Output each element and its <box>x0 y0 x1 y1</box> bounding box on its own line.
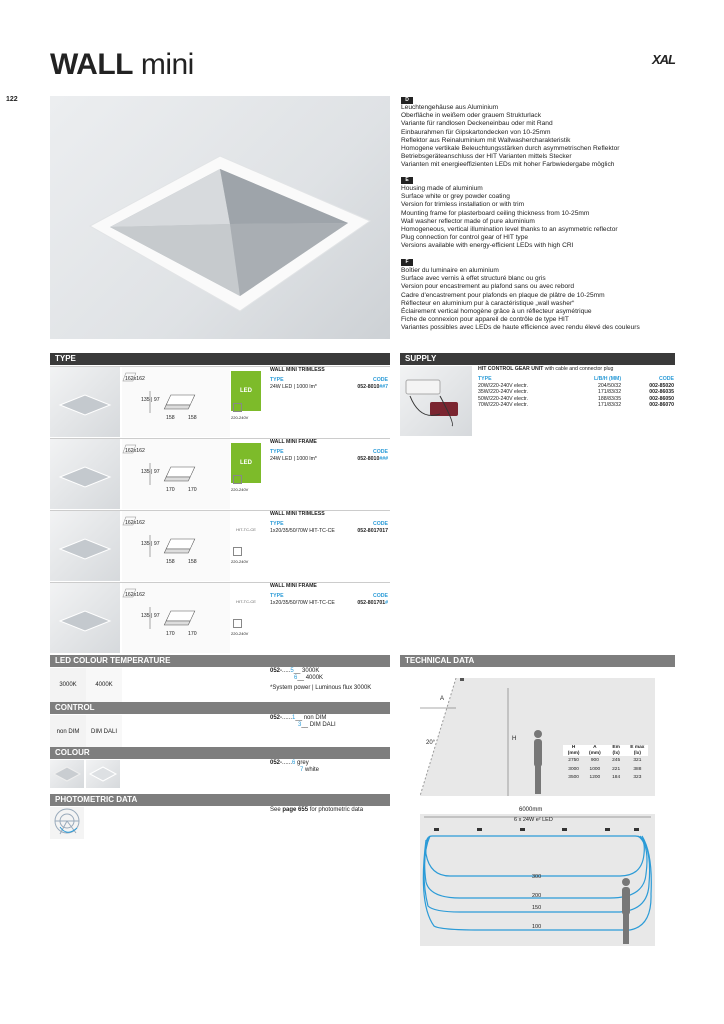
photometric-page-link[interactable]: page 655 <box>282 807 309 813</box>
colour-swatch-white[interactable] <box>86 760 120 788</box>
isolux-100: 100 <box>532 924 542 930</box>
type-header: TYPE <box>270 377 284 383</box>
table-cell: 323 <box>633 775 642 781</box>
supply-code[interactable]: 002-86050 <box>649 395 674 402</box>
product-code[interactable]: 052-801701# <box>357 600 388 606</box>
supply-dimensions: 188/83/35 <box>598 395 622 402</box>
description-line: Version for trimless installation or with trim <box>401 201 525 209</box>
supply-code[interactable]: 002-85020 <box>649 383 674 389</box>
table-cell: 184 <box>612 775 621 781</box>
dimension-depth: 135 | 97 <box>141 613 160 619</box>
driver-icon <box>233 403 242 412</box>
table-cell: 3500 <box>568 775 579 781</box>
description-line: Fiche de connexion pour appareil de contrôle de type HIT <box>401 316 569 324</box>
supply-dimensions: 171/83/32 <box>598 402 622 409</box>
product-code[interactable]: 052-8017017 <box>357 528 388 534</box>
control-codes: 052-......1__ non DIM 3__ DIM DALI <box>270 715 336 728</box>
section-control-header: CONTROL <box>50 702 390 714</box>
supply-code[interactable]: 002-86070 <box>649 402 674 409</box>
type-header: TYPE <box>270 449 284 455</box>
product-row[interactable] <box>50 366 390 438</box>
description-line: Varianten mit energieeffizienten LEDs mit hoher Farbwiedergabe möglich <box>401 161 615 169</box>
polar-diagram-icon[interactable] <box>50 807 84 839</box>
table-cell: 388 <box>633 766 642 772</box>
code-header: CODE <box>373 449 388 455</box>
table-cell: 321 <box>633 758 642 764</box>
product-name: WALL MINI FRAME <box>270 583 317 589</box>
control-gear-photo <box>400 366 472 436</box>
supply-type: 35W/220-240V electr. <box>478 389 528 396</box>
dimension-width-1: 158 <box>166 415 175 421</box>
code-header: CODE <box>373 521 388 527</box>
description-line: Variantes possibles avec LEDs de haute efficience avec rendu élevé des couleurs <box>401 324 640 332</box>
driver-icon <box>233 619 242 628</box>
voltage-label: 220-240V <box>231 415 249 420</box>
section-led-colour-header: LED COLOUR TEMPERATURE <box>50 655 390 667</box>
description-line: Boîtier du luminaire en aluminium <box>401 267 499 274</box>
description-line: Variante für randlosen Deckeneinbau oder mit Rand <box>401 120 553 128</box>
lamp-badge: LED <box>231 371 261 411</box>
dimension-width-2: 158 <box>188 559 197 565</box>
product-type: 1x20/35/50/70W HIT-TC-CE <box>270 600 335 606</box>
dimension-width-2: 170 <box>188 487 197 493</box>
photometric-reference: See page 655 for photometric data <box>270 807 364 813</box>
page-title: WALL mini <box>50 48 194 81</box>
product-size: 162x162 <box>125 520 145 526</box>
product-size: 162x162 <box>125 376 145 382</box>
table-cell: 3000 <box>568 766 579 772</box>
description-en <box>401 185 701 251</box>
table-cell: 900 <box>590 758 599 764</box>
table-cell: 1200 <box>589 775 601 781</box>
product-size: 162x162 <box>125 592 145 598</box>
supply-dimensions: 204/50/32 <box>598 383 622 389</box>
supply-type-header: TYPE <box>478 376 492 382</box>
description-line: Einbaurahmen für Gipskartondecken von 10-25mm <box>401 128 551 136</box>
supply-code-header: CODE <box>659 376 674 382</box>
product-thumbnail <box>50 583 120 653</box>
product-code[interactable]: 052-8010##7 <box>357 384 388 390</box>
page-number: 122 <box>6 96 18 103</box>
room-width-label: 6000mm <box>519 807 543 813</box>
product-name: WALL MINI TRIMLESS <box>270 367 325 373</box>
dimension-width-1: 170 <box>166 487 175 493</box>
supply-type: 50W/220-240V electr. <box>478 395 528 402</box>
product-thumbnail <box>50 511 120 581</box>
table-cell: 2750 <box>568 758 579 764</box>
section-photometric-header: PHOTOMETRIC DATA <box>50 794 390 806</box>
supply-type: 70W/220-240V electr. <box>478 402 528 409</box>
isolux-300: 300 <box>532 874 542 880</box>
lang-tag-en: E <box>401 177 413 184</box>
description-line: Homogeneous, vertical illumination level thanks to an asymmetric reflector <box>401 226 618 234</box>
brand-logo: XAL <box>652 52 675 67</box>
label-a: A <box>440 696 445 702</box>
section-supply-header: SUPPLY <box>400 353 675 365</box>
led-config-label: 6 x 24W e² LED <box>514 817 553 823</box>
description-line: Housing made of aluminium <box>401 185 483 192</box>
product-type: 24W LED | 1000 lm* <box>270 456 317 462</box>
table-header: H (mm) <box>567 745 580 756</box>
colour-swatch-grey[interactable] <box>50 760 84 788</box>
type-header: TYPE <box>270 521 284 527</box>
code-header: CODE <box>373 377 388 383</box>
description-line: Plug connection for control gear of HIT type <box>401 234 529 242</box>
table-header: A (mm) <box>589 745 601 756</box>
product-photo <box>50 96 390 339</box>
lamp-badge: LED <box>231 443 261 483</box>
table-cell: 245 <box>612 758 621 764</box>
driver-icon <box>233 547 242 556</box>
description-line: Mounting frame for plasterboard ceiling thickness from 10-25mm <box>401 209 590 217</box>
description-line: Reflektor aus Reinaluminium mit Wallwashercharakteristik <box>401 136 571 144</box>
supply-title: HIT CONTROL GEAR UNIT with cable and connector plug <box>478 366 614 372</box>
lang-tag-de: D <box>401 97 413 104</box>
description-line: Versions available with energy-efficient LEDs with high CRI <box>401 242 574 250</box>
option-dim-dali[interactable]: DIM DALI <box>86 715 122 749</box>
supply-lbh-header: L/B/H (MM) <box>594 376 622 382</box>
led-colour-codes: 052-.....5__ 3000K 6__ 4000K *System power | Luminous flux 3000K <box>270 668 372 691</box>
table-header: E max (lx) <box>630 745 645 756</box>
isolux-200: 200 <box>532 893 542 899</box>
description-line: Homogene vertikale Beleuchtungsstärken durch asymmetrischen Reflektor <box>401 145 620 153</box>
section-colour-header: COLOUR <box>50 747 390 759</box>
description-fr <box>401 267 701 333</box>
option-4000k[interactable]: 4000K <box>86 668 122 702</box>
label-h: H <box>512 736 517 742</box>
table-cell: 1000 <box>589 766 601 772</box>
description-line: Betriebsgeräteanschluss der HIT Varianten mittels Stecker <box>401 153 572 161</box>
voltage-label: 220-240V <box>231 487 249 492</box>
product-name: WALL MINI FRAME <box>270 439 317 445</box>
voltage-label: 220-240V <box>231 631 249 636</box>
dimension-width-2: 170 <box>188 631 197 637</box>
driver-icon <box>233 475 242 484</box>
section-technical-header: TECHNICAL DATA <box>400 655 675 667</box>
supply-dimensions: 171/83/32 <box>598 389 622 396</box>
colour-codes: 052-......6 grey 7 white <box>270 760 320 773</box>
table-header: Em (lx) <box>612 745 620 756</box>
description-line: Surface avec vernis à effet structuré blanc ou gris <box>401 275 546 283</box>
description-line: Wall washer reflector made of pure aluminium <box>401 217 535 225</box>
product-row[interactable] <box>50 510 390 582</box>
technical-table <box>563 745 648 782</box>
type-header: TYPE <box>270 593 284 599</box>
option-3000k[interactable]: 3000K <box>50 668 86 702</box>
description-line: Surface white or grey powder coating <box>401 193 510 201</box>
product-thumbnail <box>50 439 120 509</box>
label-angle: 20° <box>426 740 436 746</box>
supply-code[interactable]: 002-86035 <box>649 389 674 396</box>
dimension-width-2: 158 <box>188 415 197 421</box>
voltage-label: 220-240V <box>231 559 249 564</box>
product-type: 24W LED | 1000 lm* <box>270 384 317 390</box>
description-line: Cadre d'encastrement pour plafonds en plaque de plâtre de 10-25mm <box>401 291 605 299</box>
dimension-width-1: 158 <box>166 559 175 565</box>
code-header: CODE <box>373 593 388 599</box>
dimension-width-1: 170 <box>166 631 175 637</box>
description-de <box>401 104 701 170</box>
supply-type: 20W/220-240V electr. <box>478 383 528 389</box>
product-row[interactable] <box>50 438 390 510</box>
product-thumbnail <box>50 367 120 437</box>
product-size: 162x162 <box>125 448 145 454</box>
product-row[interactable] <box>50 582 390 654</box>
product-name: WALL MINI TRIMLESS <box>270 511 325 517</box>
description-line: Version pour encastrement au plafond sans ou avec rebord <box>401 283 575 291</box>
dimension-depth: 135 | 97 <box>141 469 160 475</box>
isolux-150: 150 <box>532 905 542 911</box>
table-cell: 221 <box>612 766 621 772</box>
description-line: Réflecteur en aluminium pur à caractéristique „wall washer“ <box>401 299 575 307</box>
lamp-badge: HIT-TC-CE <box>231 515 261 555</box>
dimension-depth: 135 | 97 <box>141 541 160 547</box>
lang-tag-fr: F <box>401 259 413 266</box>
product-type: 1x20/35/50/70W HIT-TC-CE <box>270 528 335 534</box>
description-line: Oberfläche in weißem oder grauem Strukturlack <box>401 112 541 120</box>
product-code[interactable]: 052-8010### <box>357 456 388 462</box>
dimension-depth: 135 | 97 <box>141 397 160 403</box>
option-non-dim[interactable]: non DIM <box>50 715 86 749</box>
description-line: Éclairement vertical homogène grâce à un réflecteur asymétrique <box>401 308 592 316</box>
lamp-badge: HIT-TC-CE <box>231 587 261 627</box>
section-type-header: TYPE <box>50 353 390 365</box>
description-line: Leuchtengehäuse aus Aluminium <box>401 104 499 111</box>
